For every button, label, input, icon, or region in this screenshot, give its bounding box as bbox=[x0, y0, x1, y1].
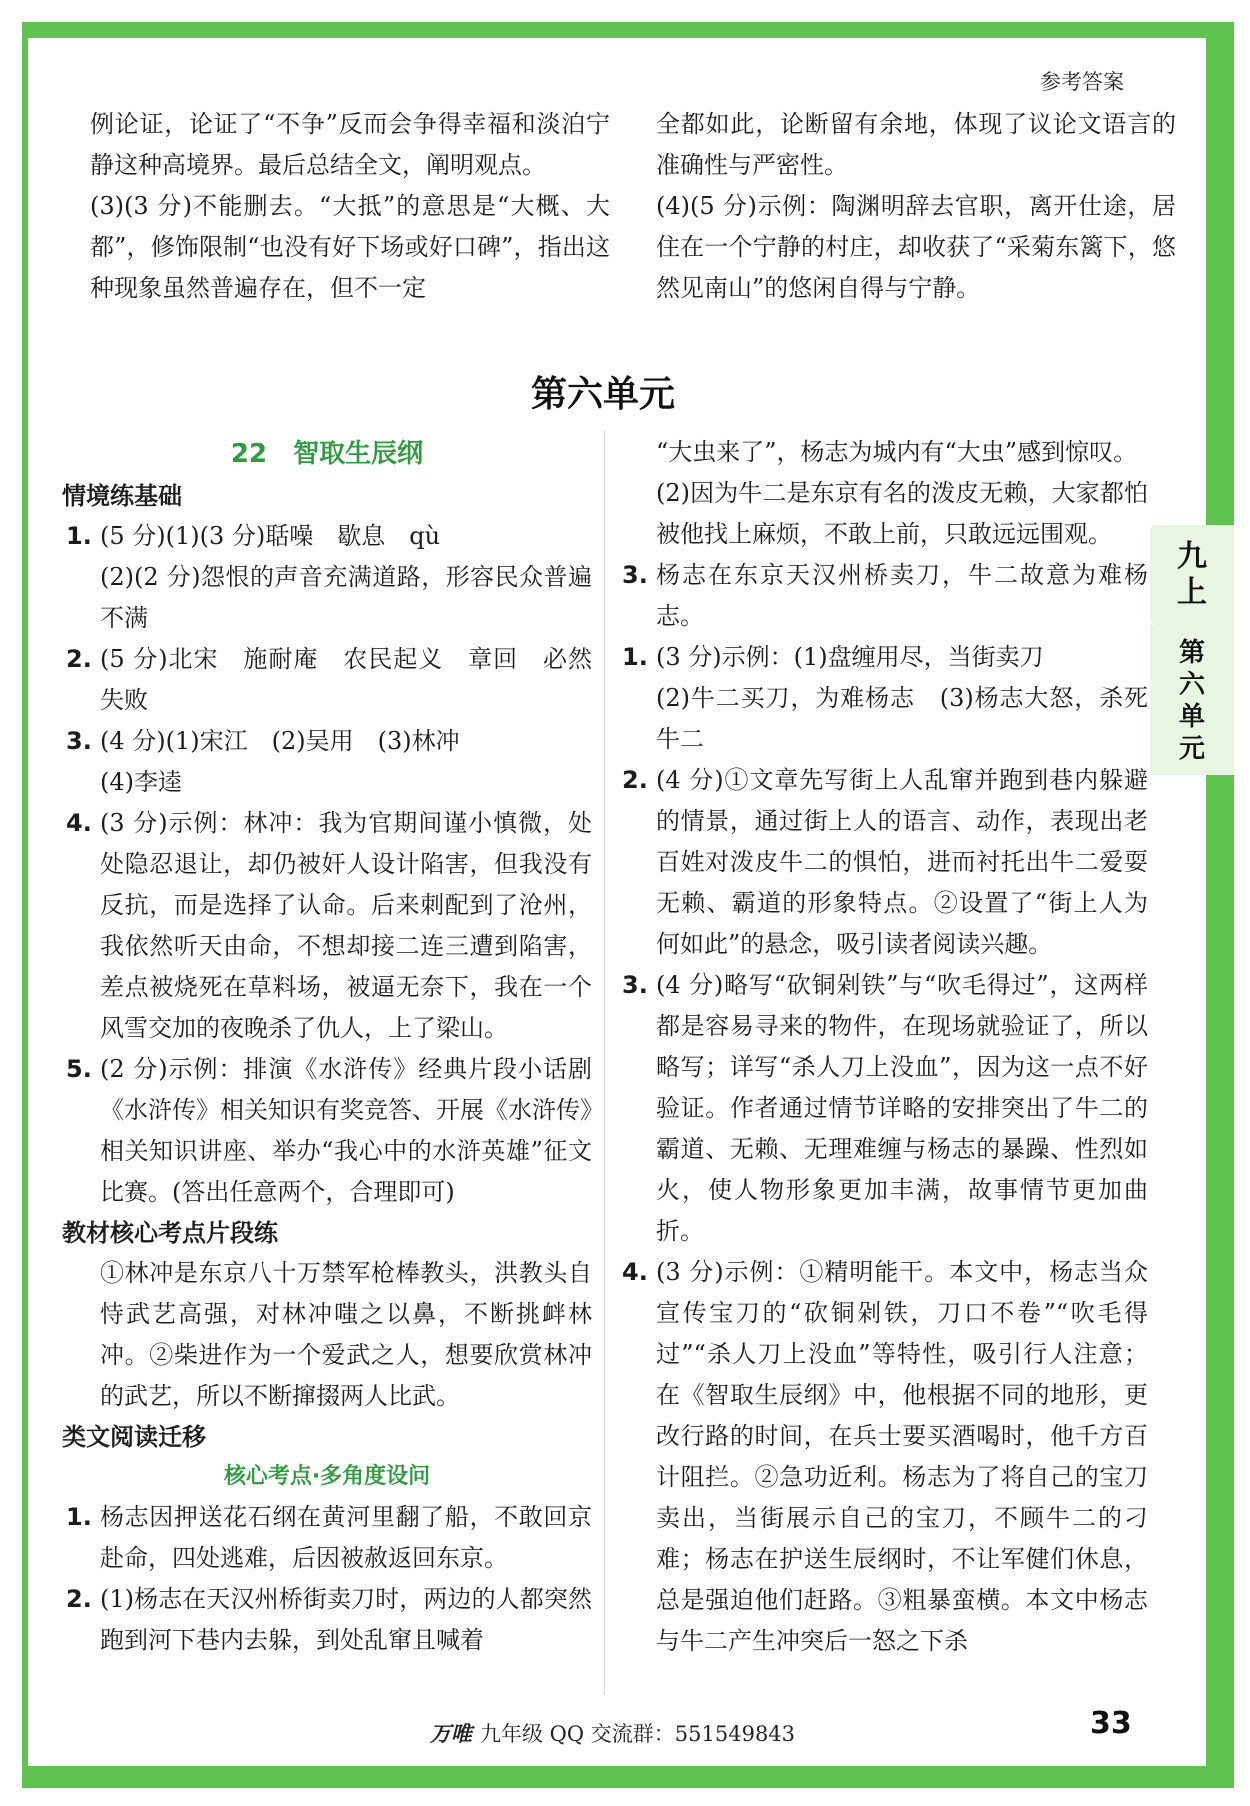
answer-item bbox=[62, 1579, 592, 1661]
lesson-title: 22 智取生辰纲 bbox=[230, 439, 424, 469]
paragraph: 全都如此，论断留有余地，体现了议论文语言的准确性与严密性。 bbox=[656, 110, 1176, 179]
item-number: 4. bbox=[622, 1258, 648, 1286]
item-number: 3. bbox=[66, 727, 92, 755]
paragraph: (3)(3 分)不能删去。“大抵”的意思是“大概、大都”，修饰限制“也没有好下场或好口碑”，指出这种现象虽然普遍存在，但不一定 bbox=[90, 192, 610, 302]
item-text: (2 分)示例：排演《水浒传》经典片段小话剧《水浒传》相关知识有奖竞答、开展《水浒传》相关知识讲座、举办“我心中的水浒英雄”征文比赛。(答出任意两个，合理即可) bbox=[100, 1055, 592, 1206]
item-text: (5 分)(1)(3 分)聒噪 歇息 qù bbox=[100, 522, 441, 550]
item-number: 2. bbox=[66, 1585, 92, 1613]
item-number: 2. bbox=[66, 645, 92, 673]
item-text: 杨志在东京天汉州桥卖刀，牛二故意为难杨志。 bbox=[656, 561, 1148, 630]
page-number: 33 bbox=[1090, 1706, 1132, 1741]
item-text: (3 分)示例：①精明能干。本文中，杨志当众宣传宝刀的“砍铜剁铁，刀口不卷”“吹毛得过”“杀人刀上没血”等特性，吸引行人注意；在《智取生辰纲》中，他根据不同的地形，更改行路的时间，在兵士要买酒喝时，他千方百计阻拦。②急功近利。杨志为了将自己的宝刀卖出，当街展示自己的宝刀，不顾牛二的刁难；杨志在护送生辰纲时，不让军健们休息，总是强迫他们赶路。③粗暴蛮横。本文中杨志与牛二产生冲突后一怒之下杀 bbox=[656, 1258, 1148, 1655]
green-border-right bbox=[1206, 38, 1234, 1766]
footer-text: 九年级 QQ 交流群：551549843 bbox=[480, 1722, 796, 1746]
left-column bbox=[62, 432, 592, 1661]
paragraph: ①林冲是东京八十万禁军枪棒教头，洪教头自恃武艺高强，对林冲嗤之以鼻，不断挑衅林冲。②柴进作为一个爱武之人，想要欣赏林冲的武艺，所以不断撺掇两人比武。 bbox=[100, 1259, 592, 1410]
green-border-top bbox=[22, 22, 1234, 38]
item-text: (4 分)①文章先写街上人乱窜并跑到巷内躲避的情景，通过街上人的语言、动作，表现出老百姓对泼皮牛二的惧怕，进而衬托出牛二爱耍无赖、霸道的形象特点。②设置了“街上人为何如此”的悬念，吸引读者阅读兴趣。 bbox=[656, 766, 1148, 958]
item-text: 杨志因押送花石纲在黄河里翻了船，不敢回京赴命，四处逃难，后因被赦返回东京。 bbox=[100, 1503, 592, 1572]
item-number: 2. bbox=[622, 766, 648, 794]
item-number: 3. bbox=[622, 561, 648, 589]
unit-title: 第六单元 bbox=[530, 374, 675, 415]
item-text: (4)李逵 bbox=[100, 768, 182, 796]
answer-item bbox=[62, 516, 592, 639]
green-border-left bbox=[22, 22, 28, 1788]
answer-item bbox=[618, 1252, 1148, 1662]
top-left-column bbox=[90, 104, 610, 309]
paragraph: (2)因为牛二是东京有名的泼皮无赖，大家都怕被他找上麻烦，不敢上前，只敢远远围观。 bbox=[656, 479, 1148, 548]
answer-item bbox=[62, 721, 592, 803]
item-text: (3 分)示例：(1)盘缠用尽，当街卖刀 bbox=[656, 643, 1044, 671]
header-label: 参考答案 bbox=[1040, 70, 1124, 94]
item-number: 3. bbox=[622, 971, 648, 999]
right-column bbox=[618, 432, 1148, 1662]
item-text: (2)(2 分)怨恨的声音充满道路，形容民众普遍不满 bbox=[100, 563, 592, 632]
column-divider bbox=[604, 430, 605, 1695]
item-number: 1. bbox=[66, 1503, 92, 1531]
item-text: (2)牛二买刀，为难杨志 (3)杨志大怒，杀死牛二 bbox=[656, 684, 1148, 753]
item-number: 4. bbox=[66, 809, 92, 837]
answer-item bbox=[62, 639, 592, 721]
side-tab-grade: 九 上 bbox=[1150, 525, 1234, 625]
section-title: 情境练基础 bbox=[62, 482, 182, 510]
item-text: (3 分)示例：林冲：我为官期间谨小慎微，处处隐忍退让，却仍被奸人设计陷害，但我没有反抗，而是选择了认命。后来刺配到了沧州，我依然听天由命，不想却接二连三遭到陷害，差点被烧死在草料场，被逼无奈下，我在一个风雪交加的夜晚杀了仇人，上了梁山。 bbox=[100, 809, 592, 1042]
item-text: (4 分)(1)宋江 (2)吴用 (3)林冲 bbox=[100, 727, 460, 755]
side-tab-unit: 第 六 单 元 bbox=[1150, 625, 1234, 775]
subsection-title: 核心考点·多角度设问 bbox=[223, 1464, 431, 1489]
section-title: 类文阅读迁移 bbox=[62, 1423, 206, 1451]
footer bbox=[430, 1718, 795, 1748]
answer-item bbox=[618, 965, 1148, 1252]
answer-item bbox=[62, 803, 592, 1049]
green-border-bottom bbox=[22, 1766, 1234, 1788]
brand-logo: 万唯 bbox=[430, 1722, 472, 1746]
item-text: (5 分)北宋 施耐庵 农民起义 章回 必然失败 bbox=[100, 645, 592, 714]
item-number: 1. bbox=[622, 643, 648, 671]
paragraph: “大虫来了”，杨志为城内有“大虫”感到惊叹。 bbox=[656, 438, 1138, 466]
answer-item bbox=[62, 1497, 592, 1579]
paragraph: (4)(5 分)示例：陶渊明辞去官职，离开仕途，居住在一个宁静的村庄，却收获了“采菊东篱下，悠然见南山”的悠闲自得与宁静。 bbox=[656, 192, 1176, 302]
answer-item bbox=[618, 555, 1148, 637]
top-right-column bbox=[656, 104, 1176, 309]
item-text: (1)杨志在天汉州桥街卖刀时，两边的人都突然跑到河下巷内去躲，到处乱窜且喊着 bbox=[100, 1585, 592, 1654]
item-number: 5. bbox=[66, 1055, 92, 1083]
item-text: (4 分)略写“砍铜剁铁”与“吹毛得过”，这两样都是容易寻来的物件，在现场就验证了，所以略写；详写“杀人刀上没血”，因为这一点不好验证。作者通过情节详略的安排突出了牛二的霸道、无赖、无理难缠与杨志的暴躁、性烈如火，使人物形象更加丰满，故事情节更加曲折。 bbox=[656, 971, 1148, 1245]
answer-item bbox=[618, 760, 1148, 965]
item-number: 1. bbox=[66, 522, 92, 550]
section-title: 教材核心考点片段练 bbox=[62, 1219, 278, 1247]
answer-item bbox=[62, 1049, 592, 1213]
paragraph: 例论证，论证了“不争”反而会争得幸福和淡泊宁静这种高境界。最后总结全文，阐明观点。 bbox=[90, 110, 610, 179]
answer-item bbox=[618, 637, 1148, 760]
